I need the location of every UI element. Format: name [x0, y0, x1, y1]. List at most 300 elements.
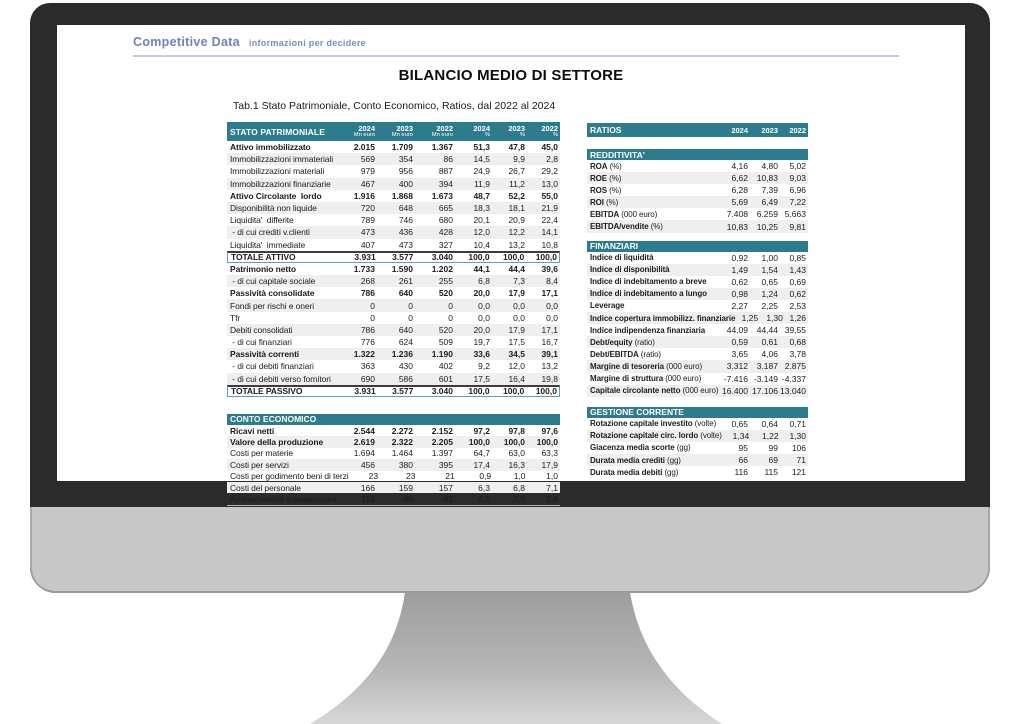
row-label-suffix: (%) — [603, 197, 619, 207]
row-label: Costi per servizi — [230, 459, 289, 470]
row-label: Costi per godimento beni di terzi — [230, 471, 349, 482]
table-row — [587, 160, 808, 172]
table-caption: Tab.1 Stato Patrimoniale, Conto Economico, Ratios, dal 2022 al 2024 — [233, 100, 556, 112]
cell-value: 354 — [398, 154, 413, 165]
cell-value: 16,3 — [508, 459, 525, 470]
cell-value: 9,81 — [789, 221, 806, 232]
cell-value: 473 — [360, 227, 375, 238]
table-row — [587, 208, 808, 220]
cell-value: 100,0 — [503, 252, 525, 263]
cell-value: 33,6 — [473, 349, 490, 360]
table-row — [227, 482, 560, 493]
row-label: Fondi per rischi e oneri — [230, 300, 315, 311]
section-title: REDDITIVITA' — [590, 149, 645, 160]
table-row — [587, 373, 808, 385]
table-row — [587, 324, 808, 336]
row-label: Indice di indebitamento a lungo — [590, 289, 707, 299]
column-year: 2022 — [541, 123, 558, 133]
cell-value: 3.931 — [354, 252, 376, 263]
row-label: - di cui debiti verso fornitori — [230, 373, 331, 384]
cell-value: 0,0 — [546, 300, 558, 311]
cell-value: 2,53 — [789, 300, 806, 311]
cell-value: 71 — [796, 455, 806, 466]
cell-value: 4,06 — [761, 349, 778, 360]
table-row — [587, 264, 808, 276]
table-row — [587, 360, 808, 372]
cell-value: 100,0 — [503, 386, 525, 397]
table-row — [587, 385, 808, 397]
cell-value: 3.187 — [756, 361, 778, 372]
row-label: Immobilizzazioni immateriali — [230, 154, 334, 165]
cell-value: 29,2 — [541, 166, 558, 177]
cell-value: 97,8 — [508, 425, 525, 436]
cell-value: 2.875 — [784, 361, 806, 372]
conto-economico-header — [227, 414, 560, 425]
cell-value: 0,65 — [761, 276, 778, 287]
cell-value: 4,80 — [761, 161, 778, 172]
table-row — [227, 436, 560, 447]
cell-value: 0 — [408, 312, 413, 323]
cell-value: 6,8 — [513, 482, 525, 493]
row-label-suffix: (%) — [607, 185, 622, 195]
cell-value: 1,00 — [761, 252, 778, 263]
cell-value: -3.149 — [753, 373, 778, 384]
row-label: Durata media debiti (gg) — [590, 467, 679, 477]
row-label: Passività consolidate — [230, 288, 315, 299]
ratios-table — [587, 123, 808, 478]
cell-value: 118 — [361, 493, 375, 504]
cell-value: 12,0 — [473, 227, 490, 238]
table-row — [587, 252, 808, 264]
cell-value: 63 — [443, 493, 453, 504]
cell-value: 0,0 — [478, 312, 490, 323]
cell-value: -7.416 — [723, 373, 748, 384]
cell-value: 1.202 — [431, 263, 453, 274]
cell-value: 1,25 — [741, 313, 759, 324]
table-row — [227, 251, 560, 263]
brand-name: Competitive Data — [133, 35, 240, 49]
cell-value: 456 — [360, 459, 375, 470]
section-title: RATIOS — [590, 125, 622, 135]
table-row — [227, 275, 560, 287]
row-label: Indice copertura immobilizz. finanziarie — [590, 313, 736, 323]
cell-value: 0,71 — [789, 418, 806, 429]
cell-value: 48,7 — [473, 190, 490, 201]
monitor-stand — [300, 592, 730, 724]
cell-value: 3.577 — [392, 252, 414, 263]
cell-value: 0,65 — [731, 418, 748, 429]
cell-value: 407 — [360, 239, 375, 250]
row-label: ROI (%) — [590, 197, 619, 207]
table-row — [587, 454, 808, 466]
column-header — [415, 125, 455, 139]
row-label: Attivo immobilizzato — [230, 142, 311, 153]
row-label-suffix: (gg) — [674, 443, 691, 453]
cell-value: 100,0 — [468, 437, 490, 448]
cell-value: 0,61 — [761, 337, 778, 348]
cell-value: 665 — [438, 203, 453, 214]
table-row — [227, 312, 560, 324]
cell-value: 6,8 — [478, 276, 490, 287]
cell-value: 7.408 — [726, 209, 748, 220]
table-row — [227, 459, 560, 470]
row-label: ROS (%) — [590, 185, 622, 195]
cell-value: 720 — [360, 203, 375, 214]
table-row — [227, 360, 560, 372]
monitor-chin — [30, 507, 990, 593]
cell-value: 116 — [734, 467, 748, 478]
section-title: FINANZIARI — [590, 241, 639, 252]
cell-value: 0,64 — [761, 418, 778, 429]
cell-value: 255 — [438, 276, 453, 287]
cell-value: 1.733 — [353, 263, 375, 274]
table-row — [227, 348, 560, 360]
cell-value: 14,5 — [473, 154, 490, 165]
cell-value: 268 — [360, 276, 375, 287]
table-row — [227, 448, 560, 459]
cell-value: 2.205 — [431, 437, 453, 448]
cell-value: 17,9 — [508, 324, 525, 335]
cell-value: 9,03 — [789, 173, 806, 184]
row-label: Margine di tesoreria (000 euro) — [590, 361, 703, 371]
row-label: TOTALE PASSIVO — [231, 386, 303, 397]
cell-value: 1.322 — [353, 349, 375, 360]
cell-value: 17.106 — [752, 385, 778, 396]
cell-value: 1,30 — [789, 430, 807, 441]
cell-value: 86 — [443, 154, 453, 165]
cell-value: 23 — [405, 471, 416, 482]
cell-value: 6.259 — [756, 209, 778, 220]
table-row — [227, 263, 560, 275]
row-label-suffix: (000 euro) — [680, 386, 719, 396]
cell-value: 14,1 — [541, 227, 558, 238]
stato-patrimoniale-header — [227, 122, 560, 141]
cell-value: 0,62 — [731, 276, 748, 287]
cell-value: 66 — [738, 455, 748, 466]
row-label: Attivo Circolante lordo — [230, 190, 322, 201]
table-row — [587, 288, 808, 300]
cell-value: 3.931 — [354, 386, 376, 397]
table-row — [227, 226, 560, 238]
cell-value: 97,2 — [473, 425, 490, 436]
cell-value: 467 — [360, 178, 375, 189]
cell-value: 1,49 — [731, 264, 748, 275]
cell-value: 12,2 — [508, 227, 525, 238]
cell-value: 789 — [360, 215, 375, 226]
monitor-screen — [57, 25, 965, 504]
cell-value: 363 — [360, 361, 375, 372]
cell-value: 648 — [398, 203, 413, 214]
cell-value: 3.312 — [726, 361, 748, 372]
section-header — [587, 407, 808, 418]
section-title: GESTIONE CORRENTE — [590, 407, 684, 418]
brand-tagline: informazioni per decidere — [248, 38, 366, 48]
cell-value: 115 — [764, 467, 778, 478]
cell-value: 11,2 — [509, 178, 525, 189]
cell-value: 17,5 — [473, 373, 490, 384]
row-label-suffix: (000 euro) — [619, 209, 658, 219]
row-label: Margine di struttura (000 euro) — [590, 374, 702, 384]
row-label: Rotazione capitale investito (volte) — [590, 419, 717, 429]
column-year: 2024 — [473, 123, 490, 133]
cell-value: 66 — [403, 493, 413, 504]
cell-value: 786 — [360, 324, 375, 335]
cell-value: 13,2 — [541, 361, 558, 372]
cell-value: 7,3 — [513, 276, 525, 287]
row-label: Giacenza media scorte (gg) — [590, 443, 691, 453]
cell-value: 17,9 — [541, 459, 558, 470]
cell-value: 21,9 — [541, 203, 558, 214]
cell-value: 39,55 — [784, 325, 806, 336]
conto-economico-table — [227, 414, 560, 506]
row-label: Liquidita' immediate — [230, 239, 306, 250]
cell-value: 1.673 — [431, 190, 453, 201]
table-row — [227, 385, 560, 397]
cell-value: 1.367 — [431, 142, 453, 153]
cell-value: 22,4 — [541, 215, 558, 226]
cell-value: 39,6 — [541, 263, 558, 274]
table-row — [587, 418, 808, 430]
cell-value: 520 — [438, 324, 453, 335]
column-unit: Mn euro — [431, 132, 453, 139]
cell-value: 20,0 — [473, 324, 490, 335]
cell-value: 3.040 — [431, 252, 453, 263]
table-row — [227, 214, 560, 226]
cell-value: 20,1 — [473, 215, 490, 226]
cell-value: 0,0 — [546, 312, 558, 323]
cell-value: 0,0 — [513, 312, 525, 323]
cell-value: 640 — [398, 288, 413, 299]
cell-value: 395 — [438, 459, 453, 470]
row-label-suffix: (%) — [607, 161, 622, 171]
row-label: Immobilizzazioni materiali — [230, 166, 325, 177]
cell-value: 0 — [408, 300, 413, 311]
cell-value: 63,3 — [541, 448, 558, 459]
cell-value: 2,8 — [546, 154, 558, 165]
table-row — [227, 324, 560, 336]
cell-value: 0,85 — [789, 252, 806, 263]
cell-value: 436 — [398, 227, 413, 238]
column-unit: Mn euro — [353, 132, 375, 139]
cell-value: 100,0 — [535, 252, 557, 263]
cell-value: 44,09 — [726, 325, 748, 336]
cell-value: 3.577 — [392, 386, 414, 397]
column-unit: % — [552, 132, 558, 139]
cell-value: 12,0 — [508, 361, 525, 372]
cell-value: 5.663 — [784, 209, 806, 220]
column-unit: % — [484, 132, 490, 139]
row-label: Rotazione capitale circ. lordo (volte) — [590, 431, 722, 441]
column-year: 2022 — [789, 125, 806, 135]
cell-value: 0,0 — [478, 300, 490, 311]
cell-value: 34,5 — [508, 349, 525, 360]
cell-value: 18,1 — [508, 203, 525, 214]
column-unit: % — [519, 132, 525, 139]
table-row — [587, 276, 808, 288]
cell-value: 0,0 — [513, 300, 525, 311]
cell-value: 0,92 — [731, 252, 748, 263]
row-label-suffix: (gg) — [664, 455, 681, 465]
row-label-suffix: (000 euro) — [664, 361, 703, 371]
row-label: EBITDA (000 euro) — [590, 209, 658, 219]
cell-value: 4,5 — [478, 493, 490, 504]
table-row — [587, 300, 808, 312]
cell-value: 20,9 — [508, 215, 525, 226]
row-label: Durata media crediti (gg) — [590, 455, 681, 465]
column-header — [345, 125, 377, 139]
cell-value: 0,62 — [789, 288, 806, 299]
cell-value: 10,4 — [473, 239, 490, 250]
row-label: EBITDA/vendite (%) — [590, 222, 663, 232]
column-year: 2023 — [761, 125, 778, 135]
cell-value: 1.590 — [391, 263, 413, 274]
cell-value: 100,0 — [503, 437, 525, 448]
table-row — [227, 165, 560, 177]
cell-value: 6,96 — [789, 185, 806, 196]
cell-value: 157 — [438, 482, 453, 493]
cell-value: 3.040 — [431, 386, 453, 397]
row-label: Immobilizzazioni finanziarie — [230, 178, 331, 189]
cell-value: 159 — [398, 482, 413, 493]
cell-value: 97,6 — [541, 425, 558, 436]
row-label: Debt/EBITDA (ratio) — [590, 349, 662, 359]
table-row — [227, 373, 560, 385]
cell-value: 10,25 — [756, 221, 778, 232]
cell-value: 327 — [438, 239, 453, 250]
cell-value: 956 — [398, 166, 413, 177]
cell-value: 55,0 — [541, 190, 558, 201]
row-label: ROA (%) — [590, 161, 622, 171]
table-row — [227, 493, 560, 504]
table-row — [587, 196, 808, 208]
cell-value: 2.015 — [353, 142, 375, 153]
row-label: Passività correnti — [230, 349, 300, 360]
cell-value: 99 — [768, 442, 778, 453]
cell-value: 979 — [360, 166, 375, 177]
row-label-suffix: (gg) — [662, 467, 679, 477]
table-row — [227, 202, 560, 214]
cell-value: 1.868 — [391, 190, 413, 201]
row-label: - di cui debiti finanziari — [230, 361, 314, 372]
column-year: 2023 — [508, 123, 525, 133]
cell-value: 8,4 — [546, 276, 558, 287]
cell-value: 3,65 — [731, 349, 748, 360]
table-row — [587, 442, 808, 454]
row-label: - di cui finanziari — [230, 337, 292, 348]
table-row — [587, 430, 808, 442]
cell-value: 1.694 — [353, 448, 375, 459]
cell-value: 6,28 — [731, 185, 748, 196]
header-divider — [133, 55, 899, 57]
row-label: Debiti consolidati — [230, 324, 293, 335]
cell-value: 26,7 — [508, 166, 525, 177]
row-label: Capitale circolante netto (000 euro) — [590, 386, 719, 396]
cell-value: 0 — [370, 312, 375, 323]
cell-value: 47,8 — [508, 142, 525, 153]
cell-value: 1.709 — [391, 142, 413, 153]
table-row — [227, 287, 560, 299]
table-row — [227, 336, 560, 348]
cell-value: 1.397 — [431, 448, 453, 459]
cell-value: 9,2 — [478, 361, 490, 372]
cell-value: 2,8 — [546, 493, 558, 504]
row-label: Indice di liquidità — [590, 253, 654, 263]
cell-value: 51,3 — [473, 142, 490, 153]
section-title: CONTO ECONOMICO — [230, 414, 317, 425]
ratios-header — [587, 123, 808, 137]
row-label: - di cui capitale sociale — [230, 276, 316, 287]
cell-value: 0,98 — [731, 288, 748, 299]
cell-value: 4,16 — [731, 161, 748, 172]
table-row — [587, 172, 808, 184]
row-label: Ricavi netti — [230, 425, 275, 436]
row-label: Indice di disponibilità — [590, 265, 670, 275]
cell-value: 5,69 — [731, 197, 748, 208]
table-row — [227, 299, 560, 311]
row-label-suffix: (000 euro) — [663, 374, 702, 384]
cell-value: 39,1 — [541, 349, 558, 360]
cell-value: 18,3 — [473, 203, 490, 214]
cell-value: 640 — [398, 324, 413, 335]
cell-value: 69 — [768, 455, 778, 466]
cell-value: 16,4 — [508, 373, 525, 384]
cell-value: 45,0 — [541, 142, 558, 153]
column-year: 2024 — [731, 125, 748, 135]
cell-value: 2.619 — [353, 437, 375, 448]
row-label-suffix: (volte) — [698, 431, 722, 441]
cell-value: 10,83 — [726, 221, 748, 232]
cell-value: 1,26 — [789, 313, 806, 324]
cell-value: 17,4 — [473, 459, 490, 470]
section-title: STATO PATRIMONIALE — [230, 126, 325, 137]
row-label-suffix: (ratio) — [638, 349, 662, 359]
cell-value: 430 — [398, 361, 413, 372]
cell-value: 0,59 — [731, 337, 748, 348]
row-label: Leverage — [590, 301, 625, 311]
column-year: 2024 — [358, 123, 375, 133]
cell-value: 0 — [448, 300, 453, 311]
cell-value: 2,27 — [731, 300, 748, 311]
table-row — [227, 471, 560, 482]
cell-value: 17,1 — [541, 324, 558, 335]
cell-value: 428 — [438, 227, 453, 238]
cell-value: 6,49 — [761, 197, 778, 208]
cell-value: 1,43 — [789, 264, 806, 275]
cell-value: 7,39 — [761, 185, 778, 196]
table-row — [587, 220, 808, 232]
cell-value: 19,7 — [473, 337, 490, 348]
brand-logo — [133, 35, 366, 49]
cell-value: 1,54 — [761, 264, 778, 275]
cell-value: 13,2 — [508, 239, 525, 250]
cell-value: 9,9 — [513, 154, 525, 165]
cell-value: 1.236 — [391, 349, 413, 360]
cell-value: 2,25 — [761, 300, 778, 311]
table-row — [587, 312, 808, 324]
row-label: Costi per materie — [230, 448, 294, 459]
cell-value: 0,9 — [479, 471, 492, 482]
cell-value: 64,7 — [473, 448, 490, 459]
row-label-suffix: (%) — [648, 222, 663, 232]
table-row — [227, 178, 560, 190]
cell-value: 63,0 — [508, 448, 525, 459]
cell-value: 44,4 — [508, 263, 525, 274]
column-header — [377, 125, 415, 139]
cell-value: 0,69 — [789, 276, 806, 287]
cell-value: 10,83 — [756, 173, 778, 184]
cell-value: 3,78 — [789, 349, 806, 360]
cell-value: 509 — [438, 337, 453, 348]
